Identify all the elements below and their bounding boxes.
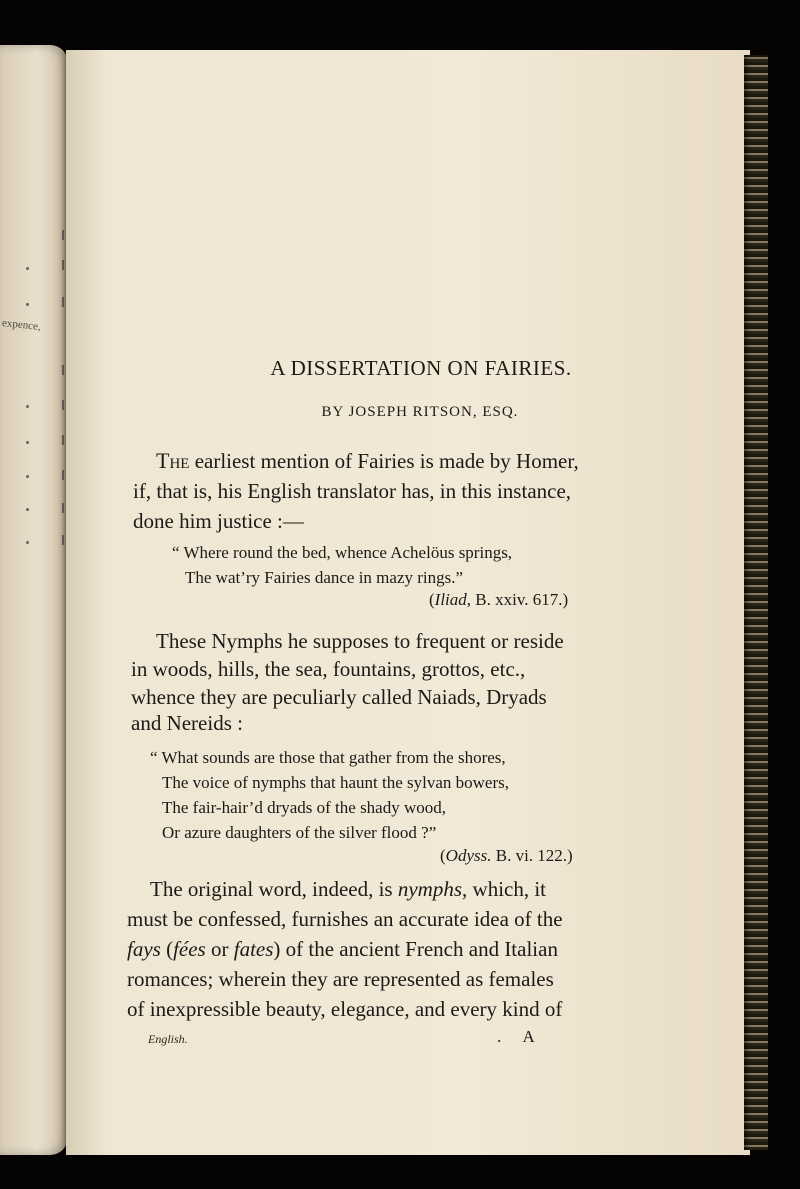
quote-1-citation: (Iliad, B. xxiv. 617.) (429, 590, 569, 609)
quote-2-line-4: Or azure daughters of the silver flood ?” (162, 823, 437, 842)
left-page-rule (62, 535, 64, 545)
paragraph-2-line-3: whence they are peculiarly called Naiads, Dryads (131, 685, 547, 709)
paragraph-2-line-2: in woods, hills, the sea, fountains, grottos, etc., (131, 657, 526, 681)
paragraph-2-line-4: and Nereids : (131, 711, 243, 735)
paragraph-3-line-1: The original word, indeed, is nymphs, which, it (150, 877, 547, 901)
quote-2-line-3: The fair-hair’d dryads of the shady wood, (162, 798, 447, 817)
left-page-rule (62, 435, 64, 445)
paragraph-3-line-2: must be confessed, furnishes an accurate idea of the (127, 907, 563, 931)
left-page-dot (26, 303, 29, 306)
paragraph-3-line-4: romances; wherein they are represented as females (127, 967, 554, 991)
left-page-rule (62, 297, 64, 307)
left-page-dot (26, 541, 29, 544)
paragraph-1-dropcap: The (156, 448, 190, 473)
book-page-edge (744, 55, 768, 1150)
left-page-rule (62, 470, 64, 480)
paragraph-1-line-2: if, that is, his English translator has, in this instance, (133, 479, 572, 503)
quote-2-line-1: “ What sounds are those that gather from the shores, (150, 748, 506, 767)
byline: BY JOSEPH RITSON, ESQ. (321, 404, 519, 420)
left-facing-page (0, 45, 68, 1155)
signature-note: English. (148, 1032, 188, 1046)
quote-1-line-1: “ Where round the bed, whence Achelöus springs, (172, 543, 513, 562)
left-page-margin-word: expence, (1, 317, 42, 333)
paragraph-3-line-3: fays (fées or fates) of the ancient French and Italian (127, 937, 558, 961)
left-page-dot (26, 508, 29, 511)
quote-2-citation: (Odyss. B. vi. 122.) (440, 846, 573, 865)
quote-2-line-2: The voice of nymphs that haunt the sylvan bowers, (162, 773, 510, 792)
signature-mark: . A (497, 1027, 535, 1046)
left-page-rule (62, 260, 64, 270)
left-page-rule (62, 503, 64, 513)
paragraph-2-line-1: These Nymphs he supposes to frequent or reside (156, 629, 564, 653)
left-page-dot (26, 475, 29, 478)
left-page-dot (26, 441, 29, 444)
page-title: A DISSERTATION ON FAIRIES. (270, 356, 572, 380)
paragraph-1-line-3: done him justice :— (133, 509, 304, 533)
left-page-rule (62, 230, 64, 240)
paragraph-1-line-1: The earliest mention of Fairies is made by Homer, (156, 448, 579, 473)
paragraph-3-line-5: of inexpressible beauty, elegance, and every kind of (127, 997, 563, 1021)
quote-1-line-2: The wat’ry Fairies dance in mazy rings.” (185, 568, 464, 587)
left-page-dot (26, 267, 29, 270)
